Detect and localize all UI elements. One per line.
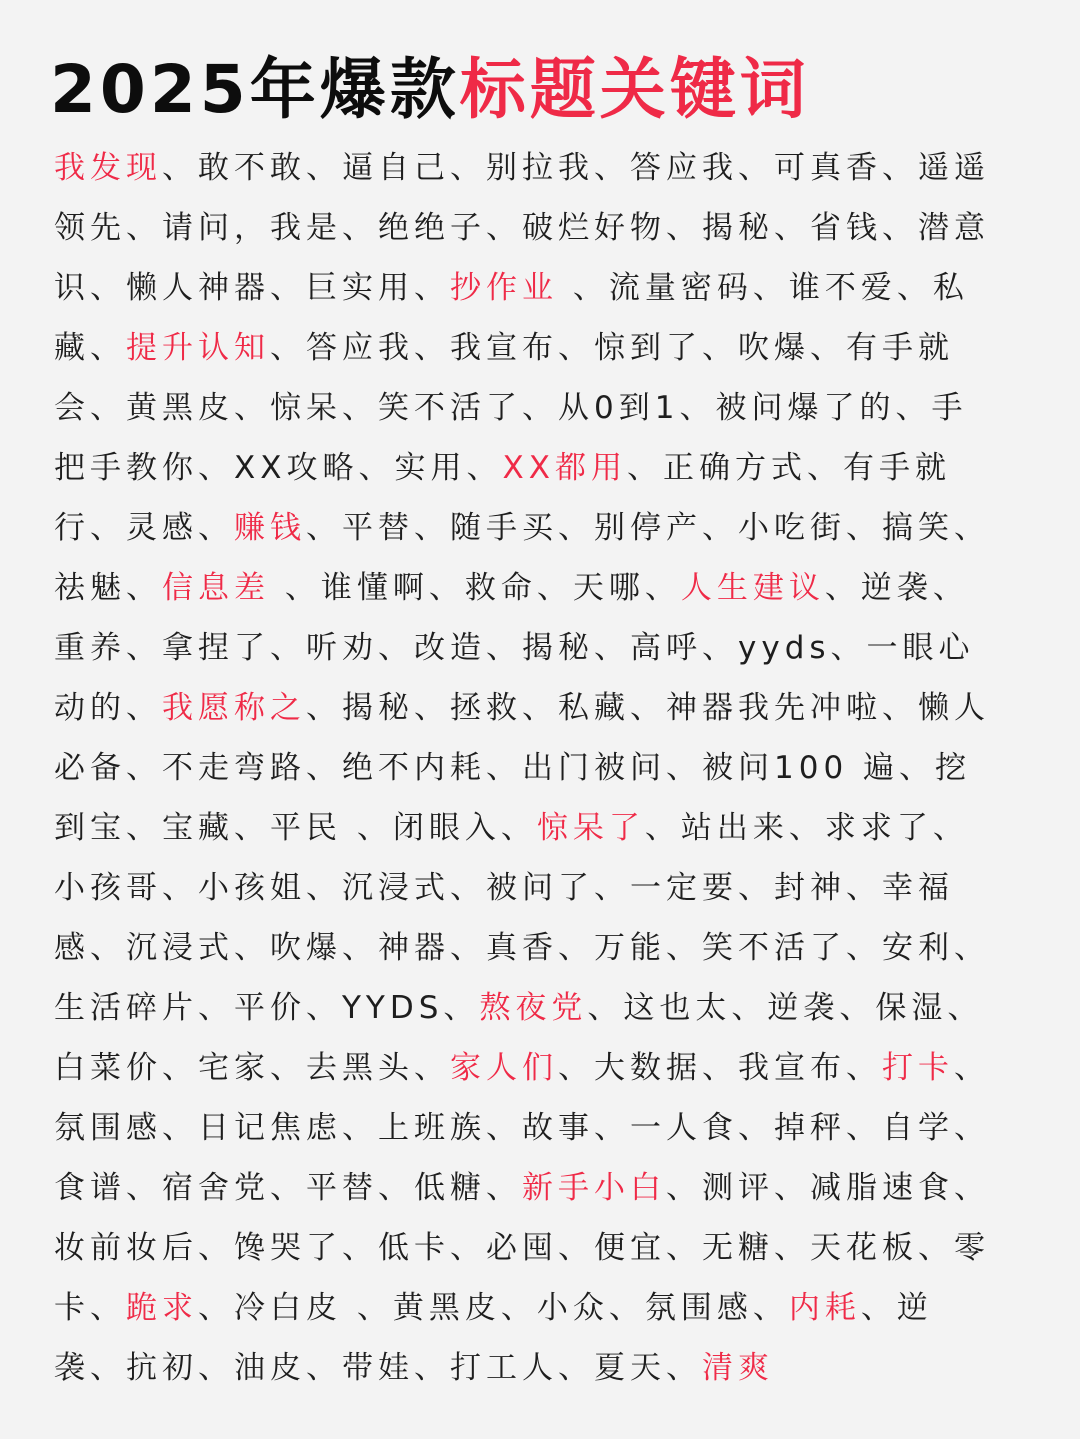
keyword-line (54, 798, 1054, 858)
highlighted-keyword: 清爽 (702, 1350, 774, 1386)
highlighted-keyword: 人生建议 (680, 570, 825, 606)
keyword-text: 白菜价、宅家、去黑头、 (54, 1050, 450, 1086)
keyword-text: 必备、不走弯路、绝不内耗、出门被问、被问100 遍、挖 (54, 750, 972, 786)
highlighted-keyword: 打卡 (882, 1050, 954, 1086)
keyword-text: 会、黄黑皮、惊呆、笑不活了、从0到1、被问爆了的、手 (54, 390, 968, 426)
keyword-text: 、逆 (860, 1290, 933, 1326)
keyword-line (54, 258, 1054, 318)
keyword-text: 、冷白皮 、黄黑皮、小众、氛围感、 (198, 1290, 789, 1326)
keyword-text: 领先、请问，我是、绝绝子、破烂好物、揭秘、省钱、潜意 (54, 210, 990, 246)
highlighted-keyword: 家人们 (450, 1050, 558, 1086)
keyword-text: 袭、抗初、油皮、带娃、打工人、夏天、 (54, 1350, 702, 1386)
keyword-text: 藏、 (54, 330, 126, 366)
highlighted-keyword: 提升认知 (126, 330, 270, 366)
keyword-line (54, 1218, 1054, 1278)
keyword-text: 、站出来、求求了、 (644, 810, 969, 846)
keyword-text: 食谱、宿舍党、平替、低糖、 (54, 1170, 522, 1206)
keyword-line (54, 198, 1054, 258)
keyword-text: 妆前妆后、馋哭了、低卡、必囤、便宜、无糖、天花板、零 (54, 1230, 990, 1266)
highlighted-keyword: XX都用 (502, 450, 627, 486)
keyword-line (54, 1038, 1054, 1098)
keyword-text: 、敢不敢、逼自己、别拉我、答应我、可真香、遥遥 (162, 150, 990, 186)
keyword-text: 、 (954, 1050, 990, 1086)
keyword-line (54, 138, 1054, 198)
keyword-text: 小孩哥、小孩姐、沉浸式、被问了、一定要、封神、幸福 (54, 870, 954, 906)
keyword-text: 、答应我、我宣布、惊到了、吹爆、有手就 (270, 330, 954, 366)
page-title (50, 50, 810, 130)
keyword-line (54, 438, 1054, 498)
keyword-line (54, 378, 1054, 438)
title-highlight-text: 标题关键词 (459, 51, 810, 128)
keyword-line (54, 858, 1054, 918)
keyword-line (54, 1158, 1054, 1218)
keyword-line (54, 678, 1054, 738)
keyword-text: 、平替、随手买、别停产、小吃街、搞笑、 (306, 510, 990, 546)
keyword-text: 重养、拿捏了、听劝、改造、揭秘、高呼、yyds、一眼心 (54, 630, 975, 666)
highlighted-keyword: 我愿称之 (162, 690, 306, 726)
keyword-text: 、测评、减脂速食、 (666, 1170, 990, 1206)
keyword-text: 卡、 (54, 1290, 126, 1326)
keyword-text: 、这也太、逆袭、保湿、 (587, 990, 984, 1026)
highlighted-keyword: 惊呆了 (536, 810, 645, 846)
keyword-text: 动的、 (54, 690, 162, 726)
keyword-text: 、谁懂啊、救命、天哪、 (270, 570, 681, 606)
keyword-text: 祛魅、 (54, 570, 162, 606)
keyword-line (54, 918, 1054, 978)
highlighted-keyword: 新手小白 (522, 1170, 666, 1206)
keyword-text: 氛围感、日记焦虑、上班族、故事、一人食、掉秤、自学、 (54, 1110, 990, 1146)
keyword-paragraph (54, 138, 1054, 1398)
highlighted-keyword: 熬夜党 (479, 990, 588, 1026)
keyword-line (54, 498, 1054, 558)
title-year-text: 2025年爆款 (50, 51, 460, 128)
keyword-line (54, 978, 1054, 1038)
highlighted-keyword: 跪求 (126, 1290, 198, 1326)
keyword-text: 生活碎片、平价、YYDS、 (54, 990, 480, 1026)
highlighted-keyword: 赚钱 (234, 510, 306, 546)
keyword-line (54, 618, 1054, 678)
keyword-text: 感、沉浸式、吹爆、神器、真香、万能、笑不活了、安利、 (54, 930, 990, 966)
keyword-line (54, 1098, 1054, 1158)
highlighted-keyword: 信息差 (162, 570, 270, 606)
keyword-line (54, 738, 1054, 798)
highlighted-keyword: 我发现 (54, 150, 162, 186)
keyword-line (54, 558, 1054, 618)
keyword-text: 把手教你、XX攻略、实用、 (54, 450, 503, 486)
keyword-text: 、正确方式、有手就 (626, 450, 951, 486)
keyword-text: 行、灵感、 (54, 510, 234, 546)
highlighted-keyword: 抄作业 (450, 270, 558, 306)
keyword-line (54, 318, 1054, 378)
keyword-text: 识、懒人神器、巨实用、 (54, 270, 450, 306)
keyword-text: 、揭秘、拯救、私藏、神器我先冲啦、懒人 (306, 690, 990, 726)
keyword-text: 、大数据、我宣布、 (558, 1050, 882, 1086)
keyword-text: 、流量密码、谁不爱、私 (558, 270, 969, 306)
highlighted-keyword: 内耗 (788, 1290, 861, 1326)
keyword-line (54, 1338, 1054, 1398)
keyword-text: 、逆袭、 (824, 570, 969, 606)
keyword-text: 到宝、宝藏、平民 、闭眼入、 (54, 810, 537, 846)
keyword-line (54, 1278, 1054, 1338)
